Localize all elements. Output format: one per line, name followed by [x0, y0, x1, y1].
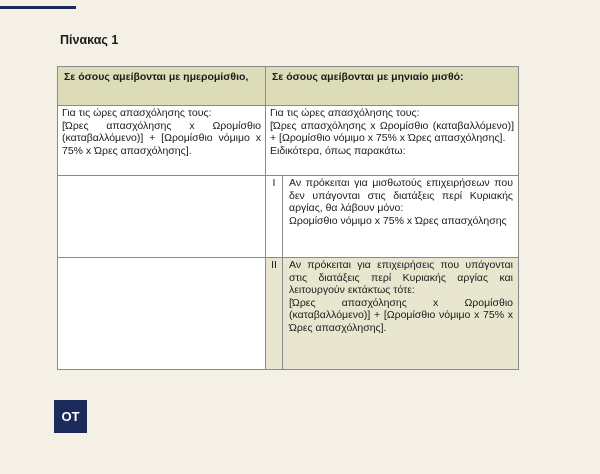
cell-case-two — [266, 258, 519, 370]
brand-logo: ΟΤ — [54, 400, 87, 433]
top-accent-rule — [0, 6, 76, 9]
table-row — [58, 176, 519, 258]
case-text: Αν πρόκειται για μισθωτούς επιχειρήσεων που δεν υπάγονται στις διατάξεις περί Κυριακής αργίας, θα λάβουν μόνο: Ωρομίσθιο νόμιμο x 75% x Ώρες απασχόλησης — [289, 177, 513, 227]
header-daily-wage: Σε όσους αμείβονται με ημερομίσθιο, — [58, 67, 266, 106]
table-caption: Πίνακας 1 — [60, 33, 119, 47]
table-header-row — [58, 67, 519, 106]
wage-calculation-table — [57, 66, 519, 370]
case-text: Αν πρόκειται για επιχειρήσεις που υπάγονται στις διατάξεις περί Κυριακής αργίας και λειτουργούν εκτάκτως τότε: [Ώρες απασχόλησης x Ωρομίσθιο (καταβαλλόμενο)] + [Ωρομίσθιο νόμιμο x 75% x Ώρες απασχόλησης]. — [289, 259, 513, 334]
table-row — [58, 106, 519, 176]
cell-monthly-formula: Για τις ώρες απασχόλησης τους: [Ώρες απασχόλησης x Ωρομίσθιο (καταβαλλόμενο)] + [Ωρομίσθιο νόμιμο x 75% x Ώρες απασχόλησης]. Ειδικότερα, όπως παρακάτω: — [266, 106, 519, 176]
cell-daily-formula: Για τις ώρες απασχόλησης τους: [Ώρες απασχόλησης x Ωρομίσθιο (καταβαλλόμενο)] + [Ωρομίσθιο νόμιμο x 75% x Ώρες απασχόλησης]. — [58, 106, 266, 176]
cell-empty — [58, 258, 266, 370]
case-number: II — [266, 258, 283, 369]
header-monthly-salary: Σε όσους αμείβονται με μηνιαίο μισθό: — [266, 67, 519, 106]
cell-case-one — [266, 176, 519, 258]
table-row — [58, 258, 519, 370]
cell-empty — [58, 176, 266, 258]
case-number: I — [266, 176, 283, 257]
